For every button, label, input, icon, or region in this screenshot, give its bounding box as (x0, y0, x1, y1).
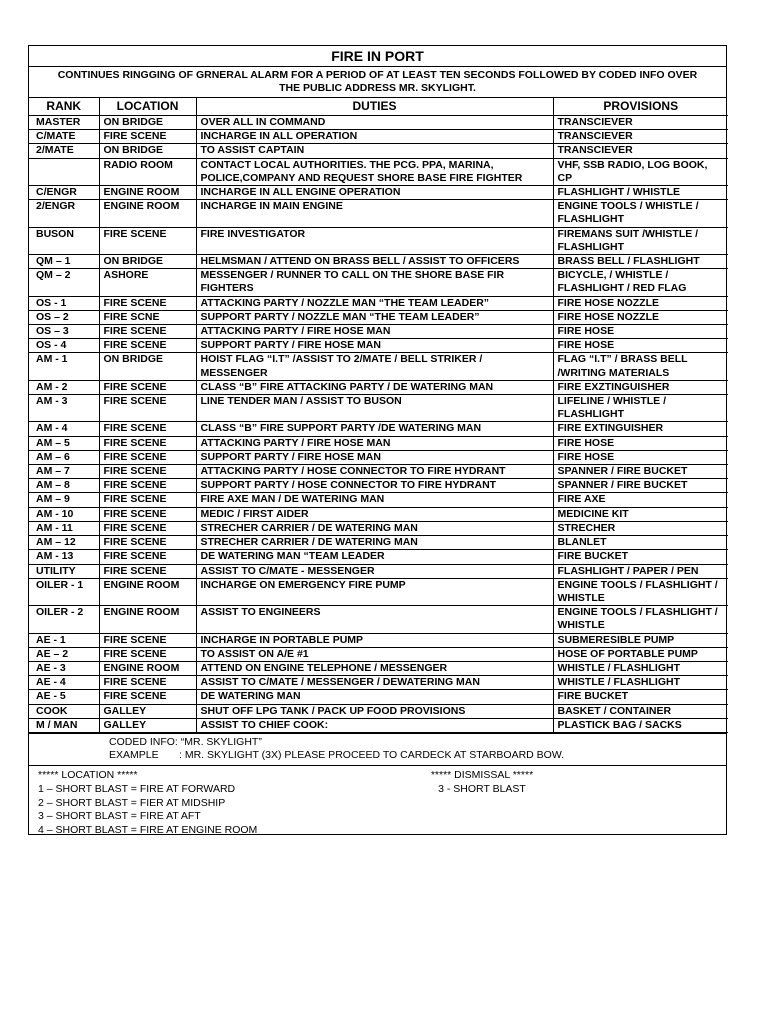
provisions-cell: MEDICINE KIT (553, 507, 728, 521)
provisions-cell: FIREMANS SUIT /WHISTLE / FLASHLIGHT (553, 227, 728, 254)
location-cell: FIRE SCENE (99, 395, 196, 422)
location-cell: ON BRIDGE (99, 144, 196, 158)
location-cell: RADIO ROOM (99, 158, 196, 185)
duties-cell: ATTACKING PARTY / FIRE HOSE MAN (196, 436, 553, 450)
location-signal-4: 4 – SHORT BLAST = FIRE AT ENGINE ROOM (38, 824, 258, 837)
duties-cell: HOIST FLAG “I.T” /ASSIST TO 2/MATE / BELL STRIKER / MESSENGER (196, 353, 553, 380)
duties-cell: ASSIST TO CHIEF COOK: (196, 718, 553, 732)
duties-cell: SUPPORT PARTY / NOZZLE MAN “THE TEAM LEADER” (196, 310, 553, 324)
duties-cell: TO ASSIST ON A/E #1 (196, 647, 553, 661)
provisions-cell: FIRE AXE (553, 493, 728, 507)
rank-cell: AM - 11 (29, 521, 99, 535)
provisions-cell: FLAG “I.T” / BRASS BELL /WRITING MATERIALS (553, 353, 728, 380)
provisions-cell: TRANSCIEVER (553, 116, 728, 130)
duties-cell: OVER ALL IN COMMAND (196, 116, 553, 130)
provisions-cell: BRASS BELL / FLASHLIGHT (553, 255, 728, 269)
rank-cell: AM - 4 (29, 422, 99, 436)
table-row (29, 116, 728, 130)
rank-cell: AM - 1 (29, 353, 99, 380)
duties-cell: CLASS “B” FIRE ATTACKING PARTY / DE WATERING MAN (196, 380, 553, 394)
rank-cell: AM – 8 (29, 479, 99, 493)
rank-cell: OS - 1 (29, 296, 99, 310)
location-heading: ***** LOCATION ***** (38, 768, 138, 781)
location-cell: GALLEY (99, 718, 196, 732)
location-cell: FIRE SCENE (99, 450, 196, 464)
table-row (29, 339, 728, 353)
provisions-cell: TRANSCIEVER (553, 144, 728, 158)
provisions-cell: HOSE OF PORTABLE PUMP (553, 647, 728, 661)
location-cell: FIRE SCENE (99, 647, 196, 661)
table-body (29, 116, 728, 733)
dismissal-signal: 3 - SHORT BLAST (438, 782, 526, 795)
location-cell: FIRE SCENE (99, 690, 196, 704)
location-cell: GALLEY (99, 704, 196, 718)
table-row (29, 550, 728, 564)
provisions-cell: PLASTICK BAG / SACKS (553, 718, 728, 732)
table-row (29, 255, 728, 269)
location-cell: FIRE SCENE (99, 479, 196, 493)
table-row (29, 422, 728, 436)
table-row (29, 647, 728, 661)
duties-cell: SUPPORT PARTY / FIRE HOSE MAN (196, 339, 553, 353)
table-row (29, 661, 728, 675)
rank-cell: OS – 3 (29, 325, 99, 339)
provisions-cell: FIRE HOSE (553, 325, 728, 339)
rank-cell: M / MAN (29, 718, 99, 732)
table-row (29, 536, 728, 550)
table-row (29, 186, 728, 200)
table-row (29, 296, 728, 310)
rank-cell: AE - 5 (29, 690, 99, 704)
duties-cell: INCHARGE IN PORTABLE PUMP (196, 633, 553, 647)
provisions-cell: ENGINE TOOLS / FLASHLIGHT / WHISTLE (553, 606, 728, 633)
table-row (29, 380, 728, 394)
duties-cell: SHUT OFF LPG TANK / PACK UP FOOD PROVISIONS (196, 704, 553, 718)
header-duties: DUTIES (196, 98, 553, 116)
table-row (29, 507, 728, 521)
provisions-cell: FIRE BUCKET (553, 550, 728, 564)
provisions-cell: BICYCLE, / WHISTLE / FLASHLIGHT / RED FLAG (553, 269, 728, 296)
rank-cell: C/MATE (29, 130, 99, 144)
table-row (29, 676, 728, 690)
provisions-cell: WHISTLE / FLASHLIGHT (553, 661, 728, 675)
rank-cell: AE – 2 (29, 647, 99, 661)
blast-signals-section (29, 765, 726, 837)
location-cell: FIRE SCENE (99, 507, 196, 521)
rank-cell: OILER - 2 (29, 606, 99, 633)
rank-cell: QM – 2 (29, 269, 99, 296)
rank-cell: AE - 3 (29, 661, 99, 675)
example-text: : MR. SKYLIGHT (3X) PLEASE PROCEED TO CARDECK AT STARBOARD BOW. (179, 749, 565, 762)
table-row (29, 606, 728, 633)
table-row (29, 704, 728, 718)
provisions-cell: FIRE HOSE NOZZLE (553, 310, 728, 324)
dismissal-block (422, 769, 542, 797)
rank-cell: UTILITY (29, 564, 99, 578)
duties-cell: ASSIST TO C/MATE - MESSENGER (196, 564, 553, 578)
alarm-instruction: CONTINUES RINGGING OF GRNERAL ALARM FOR A PERIOD OF AT LEAST TEN SECONDS FOLLOWED BY CODED INFO OVER THE PUBLIC ADDRESS MR. SKYLIGHT. (29, 67, 726, 98)
rank-cell: AM – 9 (29, 493, 99, 507)
table-row (29, 436, 728, 450)
duties-cell: INCHARGE IN ALL ENGINE OPERATION (196, 186, 553, 200)
location-cell: FIRE SCENE (99, 536, 196, 550)
duties-cell: DE WATERING MAN “TEAM LEADER (196, 550, 553, 564)
rank-cell: AM - 2 (29, 380, 99, 394)
coded-info-line: CODED INFO: “MR. SKYLIGHT” (109, 735, 262, 748)
rank-cell: AM – 6 (29, 450, 99, 464)
coded-info-section (29, 733, 726, 765)
location-cell: FIRE SCENE (99, 564, 196, 578)
rank-cell: MASTER (29, 116, 99, 130)
table-row (29, 718, 728, 732)
location-cell: FIRE SCNE (99, 310, 196, 324)
duties-cell: SUPPORT PARTY / HOSE CONNECTOR TO FIRE HYDRANT (196, 479, 553, 493)
header-rank: RANK (29, 98, 99, 116)
table-row (29, 325, 728, 339)
location-cell: FIRE SCENE (99, 422, 196, 436)
rank-cell: AM - 13 (29, 550, 99, 564)
location-cell: FIRE SCENE (99, 633, 196, 647)
header-location: LOCATION (99, 98, 196, 116)
location-cell: FIRE SCENE (99, 325, 196, 339)
duties-cell: INCHARGE ON EMERGENCY FIRE PUMP (196, 578, 553, 605)
provisions-cell: BLANLET (553, 536, 728, 550)
coded-example-line (109, 749, 726, 763)
provisions-cell: FIRE HOSE (553, 450, 728, 464)
rank-cell: AM – 5 (29, 436, 99, 450)
duties-cell: STRECHER CARRIER / DE WATERING MAN (196, 536, 553, 550)
table-row (29, 310, 728, 324)
location-cell: ENGINE ROOM (99, 661, 196, 675)
header-provisions: PROVISIONS (553, 98, 728, 116)
location-cell: FIRE SCENE (99, 436, 196, 450)
rank-cell: COOK (29, 704, 99, 718)
provisions-cell: VHF, SSB RADIO, LOG BOOK, CP (553, 158, 728, 185)
provisions-cell: FIRE HOSE (553, 339, 728, 353)
duty-table (29, 98, 728, 733)
duties-cell: ATTEND ON ENGINE TELEPHONE / MESSENGER (196, 661, 553, 675)
duties-cell: FIRE AXE MAN / DE WATERING MAN (196, 493, 553, 507)
provisions-cell: SPANNER / FIRE BUCKET (553, 465, 728, 479)
duties-cell: ATTACKING PARTY / HOSE CONNECTOR TO FIRE HYDRANT (196, 465, 553, 479)
rank-cell: OILER - 1 (29, 578, 99, 605)
rank-cell: AM - 10 (29, 507, 99, 521)
provisions-cell: WHISTLE / FLASHLIGHT (553, 676, 728, 690)
provisions-cell: BASKET / CONTAINER (553, 704, 728, 718)
duties-cell: ASSIST TO C/MATE / MESSENGER / DEWATERING MAN (196, 676, 553, 690)
rank-cell: OS - 4 (29, 339, 99, 353)
duties-cell: TO ASSIST CAPTAIN (196, 144, 553, 158)
table-header-row (29, 98, 728, 116)
location-cell: ENGINE ROOM (99, 200, 196, 227)
duties-cell: INCHARGE IN ALL OPERATION (196, 130, 553, 144)
location-cell: FIRE SCENE (99, 676, 196, 690)
rank-cell: QM – 1 (29, 255, 99, 269)
duties-cell: FIRE INVESTIGATOR (196, 227, 553, 254)
provisions-cell: LIFELINE / WHISTLE / FLASHLIGHT (553, 395, 728, 422)
duties-cell: SUPPORT PARTY / FIRE HOSE MAN (196, 450, 553, 464)
duties-cell: HELMSMAN / ATTEND ON BRASS BELL / ASSIST TO OFFICERS (196, 255, 553, 269)
location-cell: ON BRIDGE (99, 255, 196, 269)
table-row (29, 200, 728, 227)
provisions-cell: FLASHLIGHT / WHISTLE (553, 186, 728, 200)
location-cell: FIRE SCENE (99, 130, 196, 144)
table-row (29, 353, 728, 380)
provisions-cell: FIRE EXTINGUISHER (553, 422, 728, 436)
location-cell: ENGINE ROOM (99, 186, 196, 200)
rank-cell: AE - 4 (29, 676, 99, 690)
duties-cell: CLASS “B” FIRE SUPPORT PARTY /DE WATERING MAN (196, 422, 553, 436)
table-row (29, 395, 728, 422)
rank-cell: C/ENGR (29, 186, 99, 200)
rank-cell: AM – 7 (29, 465, 99, 479)
duties-cell: MESSENGER / RUNNER TO CALL ON THE SHORE BASE FIR FIGHTERS (196, 269, 553, 296)
duties-cell: STRECHER CARRIER / DE WATERING MAN (196, 521, 553, 535)
rank-cell (29, 158, 99, 185)
location-cell: ON BRIDGE (99, 116, 196, 130)
rank-cell: BUSON (29, 227, 99, 254)
location-signal-1: 1 – SHORT BLAST = FIRE AT FORWARD (38, 782, 236, 795)
rank-cell: AM – 12 (29, 536, 99, 550)
table-row (29, 479, 728, 493)
table-row (29, 158, 728, 185)
location-cell: FIRE SCENE (99, 493, 196, 507)
table-row (29, 690, 728, 704)
duties-cell: MEDIC / FIRST AIDER (196, 507, 553, 521)
location-cell: FIRE SCENE (99, 339, 196, 353)
provisions-cell: ENGINE TOOLS / FLASHLIGHT / WHISTLE (553, 578, 728, 605)
duties-cell: ATTACKING PARTY / NOZZLE MAN “THE TEAM LEADER” (196, 296, 553, 310)
provisions-cell: FIRE HOSE (553, 436, 728, 450)
duties-cell: ASSIST TO ENGINEERS (196, 606, 553, 633)
duties-cell: LINE TENDER MAN / ASSIST TO BUSON (196, 395, 553, 422)
table-row (29, 144, 728, 158)
location-cell: ASHORE (99, 269, 196, 296)
document-title: FIRE IN PORT (29, 46, 726, 67)
location-cell: ENGINE ROOM (99, 578, 196, 605)
table-row (29, 465, 728, 479)
table-row (29, 521, 728, 535)
location-cell: FIRE SCENE (99, 227, 196, 254)
provisions-cell: SPANNER / FIRE BUCKET (553, 479, 728, 493)
provisions-cell: STRECHER (553, 521, 728, 535)
provisions-cell: FIRE BUCKET (553, 690, 728, 704)
location-cell: FIRE SCENE (99, 380, 196, 394)
duties-cell: CONTACT LOCAL AUTHORITIES. THE PCG. PPA, MARINA, POLICE,COMPANY AND REQUEST SHORE BASE FIRE FIGHTER (196, 158, 553, 185)
table-row (29, 578, 728, 605)
table-row (29, 130, 728, 144)
provisions-cell: FIRE EXZTINGUISHER (553, 380, 728, 394)
provisions-cell: ENGINE TOOLS / WHISTLE / FLASHLIGHT (553, 200, 728, 227)
location-cell: FIRE SCENE (99, 296, 196, 310)
duties-cell: ATTACKING PARTY / FIRE HOSE MAN (196, 325, 553, 339)
provisions-cell: SUBMERESIBLE PUMP (553, 633, 728, 647)
rank-cell: AE - 1 (29, 633, 99, 647)
provisions-cell: TRANSCIEVER (553, 130, 728, 144)
fire-in-port-sheet (28, 45, 727, 835)
location-cell: FIRE SCENE (99, 550, 196, 564)
location-signal-3: 3 – SHORT BLAST = FIRE AT AFT (38, 810, 201, 823)
rank-cell: 2/MATE (29, 144, 99, 158)
location-cell: FIRE SCENE (99, 521, 196, 535)
provisions-cell: FIRE HOSE NOZZLE (553, 296, 728, 310)
location-cell: ENGINE ROOM (99, 606, 196, 633)
rank-cell: 2/ENGR (29, 200, 99, 227)
table-row (29, 564, 728, 578)
rank-cell: AM - 3 (29, 395, 99, 422)
table-row (29, 493, 728, 507)
duties-cell: INCHARGE IN MAIN ENGINE (196, 200, 553, 227)
table-row (29, 227, 728, 254)
dismissal-heading: ***** DISMISSAL ***** (430, 768, 534, 781)
location-signal-2: 2 – SHORT BLAST = FIER AT MIDSHIP (38, 796, 226, 809)
table-row (29, 633, 728, 647)
rank-cell: OS – 2 (29, 310, 99, 324)
example-label: EXAMPLE (109, 749, 159, 762)
location-cell: ON BRIDGE (99, 353, 196, 380)
location-cell: FIRE SCENE (99, 465, 196, 479)
duties-cell: DE WATERING MAN (196, 690, 553, 704)
table-row (29, 269, 728, 296)
provisions-cell: FLASHLIGHT / PAPER / PEN (553, 564, 728, 578)
table-row (29, 450, 728, 464)
